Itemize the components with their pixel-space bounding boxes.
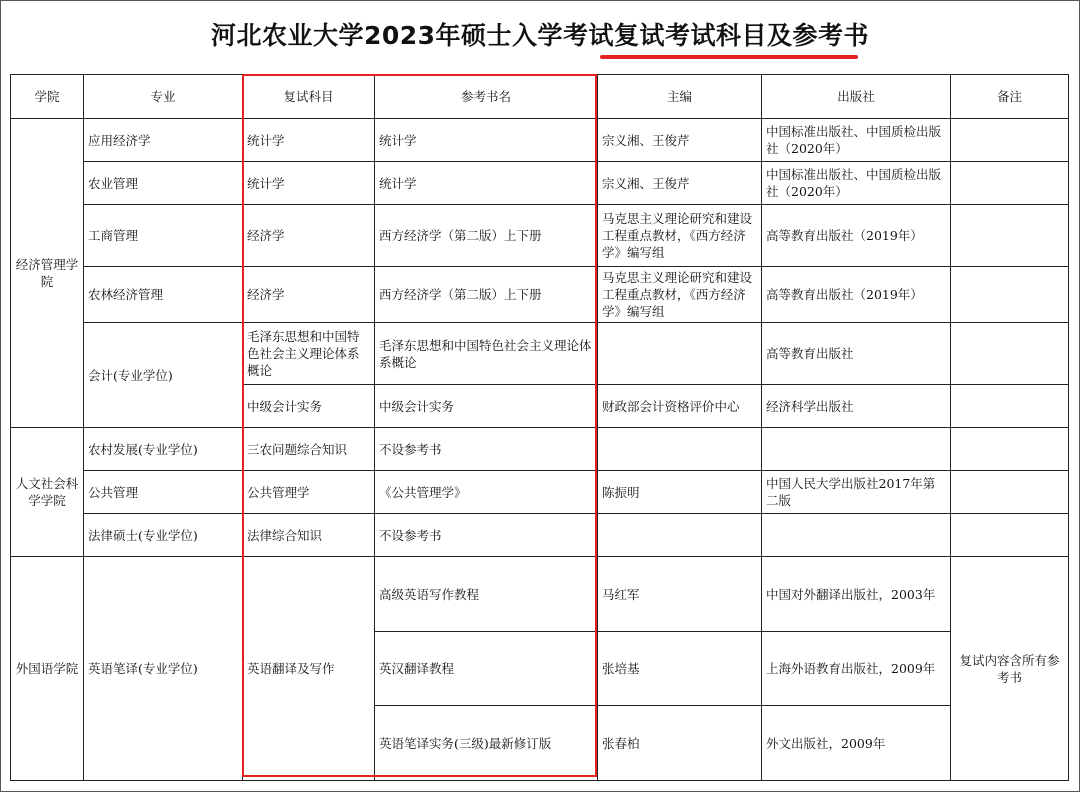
book-cell: 不设参考书	[375, 428, 598, 471]
subject-cell: 三农问题综合知识	[243, 428, 375, 471]
publisher-cell: 高等教育出版社（2019年）	[762, 205, 951, 267]
table-row	[11, 119, 1069, 162]
book-cell: 统计学	[375, 119, 598, 162]
subject-cell: 中级会计实务	[243, 385, 375, 428]
college-cell: 外国语学院	[11, 557, 84, 781]
table-row	[11, 471, 1069, 514]
table-row	[11, 205, 1069, 267]
major-cell: 公共管理	[84, 471, 243, 514]
book-cell: 英语笔译实务(三级)最新修订版	[375, 706, 598, 781]
page-title	[0, 16, 1080, 52]
editor-cell: 马克思主义理论研究和建设工程重点教材，《西方经济学》编写组	[598, 267, 762, 323]
college-cell: 经济管理学院	[11, 119, 84, 428]
subject-cell: 统计学	[243, 119, 375, 162]
note-cell	[951, 119, 1069, 162]
subject-cell: 法律综合知识	[243, 514, 375, 557]
editor-cell	[598, 428, 762, 471]
editor-cell: 宗义湘、王俊芹	[598, 119, 762, 162]
subject-cell: 统计学	[243, 162, 375, 205]
major-cell: 农业管理	[84, 162, 243, 205]
major-cell: 农村发展(专业学位)	[84, 428, 243, 471]
major-cell: 农林经济管理	[84, 267, 243, 323]
editor-cell: 马红军	[598, 557, 762, 632]
header-college: 学院	[11, 75, 84, 119]
major-cell: 会计(专业学位)	[84, 323, 243, 428]
header-subject: 复试科目	[243, 75, 375, 119]
publisher-cell: 中国标准出版社、中国质检出版社（2020年）	[762, 162, 951, 205]
book-cell: 西方经济学（第二版）上下册	[375, 205, 598, 267]
book-cell: 《公共管理学》	[375, 471, 598, 514]
book-cell: 英汉翻译教程	[375, 632, 598, 706]
note-cell	[951, 514, 1069, 557]
publisher-cell: 高等教育出版社	[762, 323, 951, 385]
header-editor: 主编	[598, 75, 762, 119]
table-row	[11, 428, 1069, 471]
editor-cell	[598, 514, 762, 557]
publisher-cell	[762, 514, 951, 557]
book-cell: 西方经济学（第二版）上下册	[375, 267, 598, 323]
editor-cell: 财政部会计资格评价中心	[598, 385, 762, 428]
table-row	[11, 557, 1069, 632]
title-red-underline	[600, 55, 858, 59]
major-cell: 工商管理	[84, 205, 243, 267]
note-cell	[951, 471, 1069, 514]
book-cell: 不设参考书	[375, 514, 598, 557]
editor-cell: 张春柏	[598, 706, 762, 781]
publisher-cell: 经济科学出版社	[762, 385, 951, 428]
note-cell	[951, 162, 1069, 205]
subject-cell: 公共管理学	[243, 471, 375, 514]
table-row	[11, 514, 1069, 557]
note-cell	[951, 267, 1069, 323]
major-cell: 法律硕士(专业学位)	[84, 514, 243, 557]
book-cell: 毛泽东思想和中国特色社会主义理论体系概论	[375, 323, 598, 385]
editor-cell: 宗义湘、王俊芹	[598, 162, 762, 205]
book-cell: 统计学	[375, 162, 598, 205]
title-part1: 河北农业大学2023年硕士入学考试	[210, 21, 615, 50]
header-major: 专业	[84, 75, 243, 119]
note-cell	[951, 385, 1069, 428]
editor-cell: 马克思主义理论研究和建设工程重点教材，《西方经济学》编写组	[598, 205, 762, 267]
subject-cell: 毛泽东思想和中国特色社会主义理论体系概论	[243, 323, 375, 385]
publisher-cell: 上海外语教育出版社，2009年	[762, 632, 951, 706]
publisher-cell: 中国对外翻译出版社，2003年	[762, 557, 951, 632]
major-cell: 英语笔译(专业学位)	[84, 557, 243, 781]
note-cell	[951, 205, 1069, 267]
table-row	[11, 323, 1069, 385]
subject-cell: 英语翻译及写作	[243, 557, 375, 781]
book-cell: 高级英语写作教程	[375, 557, 598, 632]
subject-cell: 经济学	[243, 205, 375, 267]
header-publisher: 出版社	[762, 75, 951, 119]
editor-cell: 张培基	[598, 632, 762, 706]
note-cell	[951, 323, 1069, 385]
book-cell: 中级会计实务	[375, 385, 598, 428]
college-cell: 人文社会科学学院	[11, 428, 84, 557]
subject-cell: 经济学	[243, 267, 375, 323]
publisher-cell: 外文出版社，2009年	[762, 706, 951, 781]
editor-cell: 陈振明	[598, 471, 762, 514]
exam-subjects-table	[10, 74, 1069, 781]
editor-cell	[598, 323, 762, 385]
table-row	[11, 267, 1069, 323]
major-cell: 应用经济学	[84, 119, 243, 162]
note-cell: 复试内容含所有参考书	[951, 557, 1069, 781]
title-part2-highlighted: 复试考试科目及参考书	[614, 21, 870, 50]
header-book: 参考书名	[375, 75, 598, 119]
table-row	[11, 162, 1069, 205]
publisher-cell: 中国人民大学出版社2017年第二版	[762, 471, 951, 514]
header-note: 备注	[951, 75, 1069, 119]
publisher-cell: 高等教育出版社（2019年）	[762, 267, 951, 323]
publisher-cell: 中国标准出版社、中国质检出版社（2020年）	[762, 119, 951, 162]
table-header-row	[11, 75, 1069, 119]
publisher-cell	[762, 428, 951, 471]
note-cell	[951, 428, 1069, 471]
